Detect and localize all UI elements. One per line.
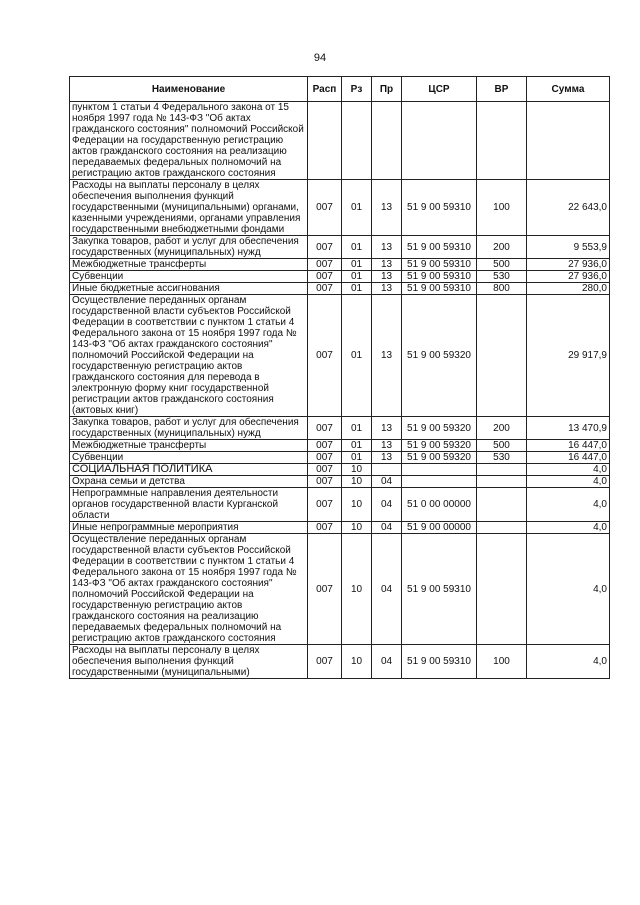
table-row (70, 180, 610, 236)
cell-vr: 530 (477, 271, 527, 283)
cell-pr: 04 (372, 488, 402, 522)
cell-rz: 01 (342, 259, 372, 271)
header-vr: ВР (477, 77, 527, 102)
cell-rasp: 007 (308, 522, 342, 534)
table-row (70, 452, 610, 464)
cell-vr (477, 464, 527, 476)
cell-vr: 100 (477, 645, 527, 679)
header-rz: Рз (342, 77, 372, 102)
cell-rz: 10 (342, 534, 372, 645)
cell-rasp: 007 (308, 236, 342, 259)
cell-sum: 280,0 (527, 283, 610, 295)
header-pr: Пр (372, 77, 402, 102)
header-name: Наименование (70, 77, 308, 102)
cell-rz: 01 (342, 236, 372, 259)
cell-name: Расходы на выплаты персоналу в целях обеспечения выполнения функций государственными (муниципальными) органами, казенными учреждениями, органами управления государственными внебюджетными фондами (70, 180, 308, 236)
cell-pr: 13 (372, 259, 402, 271)
cell-rz: 10 (342, 645, 372, 679)
cell-pr: 04 (372, 476, 402, 488)
cell-rz: 01 (342, 440, 372, 452)
cell-pr: 13 (372, 180, 402, 236)
cell-rasp: 007 (308, 476, 342, 488)
cell-name: Закупка товаров, работ и услуг для обеспечения государственных (муниципальных) нужд (70, 236, 308, 259)
cell-name: Закупка товаров, работ и услуг для обеспечения государственных (муниципальных) нужд (70, 417, 308, 440)
cell-name: пунктом 1 статьи 4 Федерального закона от 15 ноября 1997 года № 143-ФЗ "Об актах гражданского состояния" полномочий Российской Федерации на государственную регистрацию актов гражданского состояния на реализацию передаваемых федеральных полномочий на регистрацию актов гражданского состояния (70, 102, 308, 180)
cell-rz: 01 (342, 271, 372, 283)
cell-rasp: 007 (308, 283, 342, 295)
cell-pr: 13 (372, 271, 402, 283)
cell-sum: 29 917,9 (527, 295, 610, 417)
cell-name: Охрана семьи и детства (70, 476, 308, 488)
table-row (70, 488, 610, 522)
cell-pr: 13 (372, 236, 402, 259)
cell-rz: 01 (342, 283, 372, 295)
cell-rz: 01 (342, 295, 372, 417)
header-csr: ЦСР (402, 77, 477, 102)
cell-pr (372, 102, 402, 180)
cell-pr: 13 (372, 440, 402, 452)
cell-csr: 51 9 00 59310 (402, 645, 477, 679)
cell-rasp: 007 (308, 440, 342, 452)
cell-vr (477, 534, 527, 645)
cell-csr: 51 9 00 00000 (402, 522, 477, 534)
table-body (70, 102, 610, 679)
cell-rasp: 007 (308, 534, 342, 645)
table-row (70, 464, 610, 476)
cell-rasp: 007 (308, 452, 342, 464)
cell-sum: 13 470,9 (527, 417, 610, 440)
cell-sum: 16 447,0 (527, 452, 610, 464)
cell-vr (477, 102, 527, 180)
cell-pr: 13 (372, 452, 402, 464)
cell-csr: 51 9 00 59320 (402, 440, 477, 452)
table-row (70, 102, 610, 180)
table-row (70, 476, 610, 488)
cell-pr: 13 (372, 417, 402, 440)
cell-pr: 04 (372, 522, 402, 534)
cell-name: Межбюджетные трансферты (70, 440, 308, 452)
cell-csr: 51 9 00 59310 (402, 534, 477, 645)
cell-vr: 100 (477, 180, 527, 236)
cell-sum (527, 102, 610, 180)
cell-pr (372, 464, 402, 476)
cell-rasp: 007 (308, 464, 342, 476)
cell-csr: 51 9 00 59310 (402, 259, 477, 271)
header-rasp: Расп (308, 77, 342, 102)
cell-sum: 4,0 (527, 645, 610, 679)
cell-csr: 51 9 00 59310 (402, 180, 477, 236)
cell-sum: 27 936,0 (527, 271, 610, 283)
cell-sum: 4,0 (527, 464, 610, 476)
cell-rasp: 007 (308, 180, 342, 236)
cell-vr: 500 (477, 259, 527, 271)
cell-vr (477, 522, 527, 534)
cell-csr: 51 9 00 59320 (402, 417, 477, 440)
cell-rz: 01 (342, 417, 372, 440)
cell-vr: 200 (477, 236, 527, 259)
table-row (70, 645, 610, 679)
table-row (70, 440, 610, 452)
table-row (70, 236, 610, 259)
cell-csr: 51 9 00 59310 (402, 283, 477, 295)
cell-sum: 4,0 (527, 534, 610, 645)
cell-vr: 200 (477, 417, 527, 440)
cell-name: Иные непрограммные мероприятия (70, 522, 308, 534)
table-row (70, 417, 610, 440)
cell-pr: 13 (372, 283, 402, 295)
table-row (70, 259, 610, 271)
cell-name: Межбюджетные трансферты (70, 259, 308, 271)
cell-rasp: 007 (308, 488, 342, 522)
cell-pr: 13 (372, 295, 402, 417)
cell-vr (477, 476, 527, 488)
cell-csr: 51 9 00 59320 (402, 452, 477, 464)
cell-rasp: 007 (308, 259, 342, 271)
cell-pr: 04 (372, 645, 402, 679)
table-row (70, 295, 610, 417)
cell-csr: 51 9 00 59320 (402, 295, 477, 417)
cell-rz (342, 102, 372, 180)
cell-rasp (308, 102, 342, 180)
cell-sum: 4,0 (527, 522, 610, 534)
cell-sum: 4,0 (527, 476, 610, 488)
cell-sum: 4,0 (527, 488, 610, 522)
cell-sum: 9 553,9 (527, 236, 610, 259)
cell-name: Иные бюджетные ассигнования (70, 283, 308, 295)
table-row (70, 271, 610, 283)
table-header-row (70, 77, 610, 102)
cell-vr: 800 (477, 283, 527, 295)
table-row (70, 534, 610, 645)
cell-rasp: 007 (308, 271, 342, 283)
table-row (70, 283, 610, 295)
cell-name: Субвенции (70, 271, 308, 283)
cell-rz: 10 (342, 464, 372, 476)
table-row (70, 522, 610, 534)
cell-rasp: 007 (308, 417, 342, 440)
cell-name: Расходы на выплаты персоналу в целях обеспечения выполнения функций государственными (муниципальными) (70, 645, 308, 679)
cell-sum: 27 936,0 (527, 259, 610, 271)
cell-csr (402, 464, 477, 476)
cell-name: Осуществление переданных органам государственной власти субъектов Российской Федерации в соответствии с пунктом 1 статьи 4 Федерального закона от 15 ноября 1997 года № 143-ФЗ "Об актах гражданского состояния" полномочий Российской Федерации на государственную регистрацию актов гражданского состояния на реализацию передаваемых федеральных полномочий на регистрацию актов гражданского состояния (70, 534, 308, 645)
cell-csr: 51 9 00 59310 (402, 271, 477, 283)
cell-csr: 51 0 00 00000 (402, 488, 477, 522)
cell-rz: 01 (342, 180, 372, 236)
cell-name: Субвенции (70, 452, 308, 464)
cell-rasp: 007 (308, 295, 342, 417)
cell-name: СОЦИАЛЬНАЯ ПОЛИТИКА (70, 464, 308, 476)
cell-vr (477, 295, 527, 417)
cell-rz: 01 (342, 452, 372, 464)
cell-pr: 04 (372, 534, 402, 645)
cell-vr (477, 488, 527, 522)
cell-name: Осуществление переданных органам государственной власти субъектов Российской Федерации в соответствии с пунктом 1 статьи 4 Федерального закона от 15 ноября 1997 года № 143-ФЗ "Об актах гражданского состояния" полномочий Российской Федерации на государственную регистрацию актов гражданского состояния для перевода в электронную форму книг государственной регистрации актов гражданского состояния (актовых книг) (70, 295, 308, 417)
cell-csr (402, 102, 477, 180)
cell-sum: 22 643,0 (527, 180, 610, 236)
budget-table (69, 76, 610, 679)
cell-csr: 51 9 00 59310 (402, 236, 477, 259)
page-number: 94 (313, 52, 327, 64)
cell-name: Непрограммные направления деятельности органов государственной власти Курганской области (70, 488, 308, 522)
cell-vr: 500 (477, 440, 527, 452)
header-sum: Сумма (527, 77, 610, 102)
cell-rz: 10 (342, 476, 372, 488)
cell-sum: 16 447,0 (527, 440, 610, 452)
cell-csr (402, 476, 477, 488)
cell-rasp: 007 (308, 645, 342, 679)
cell-vr: 530 (477, 452, 527, 464)
cell-rz: 10 (342, 522, 372, 534)
cell-rz: 10 (342, 488, 372, 522)
